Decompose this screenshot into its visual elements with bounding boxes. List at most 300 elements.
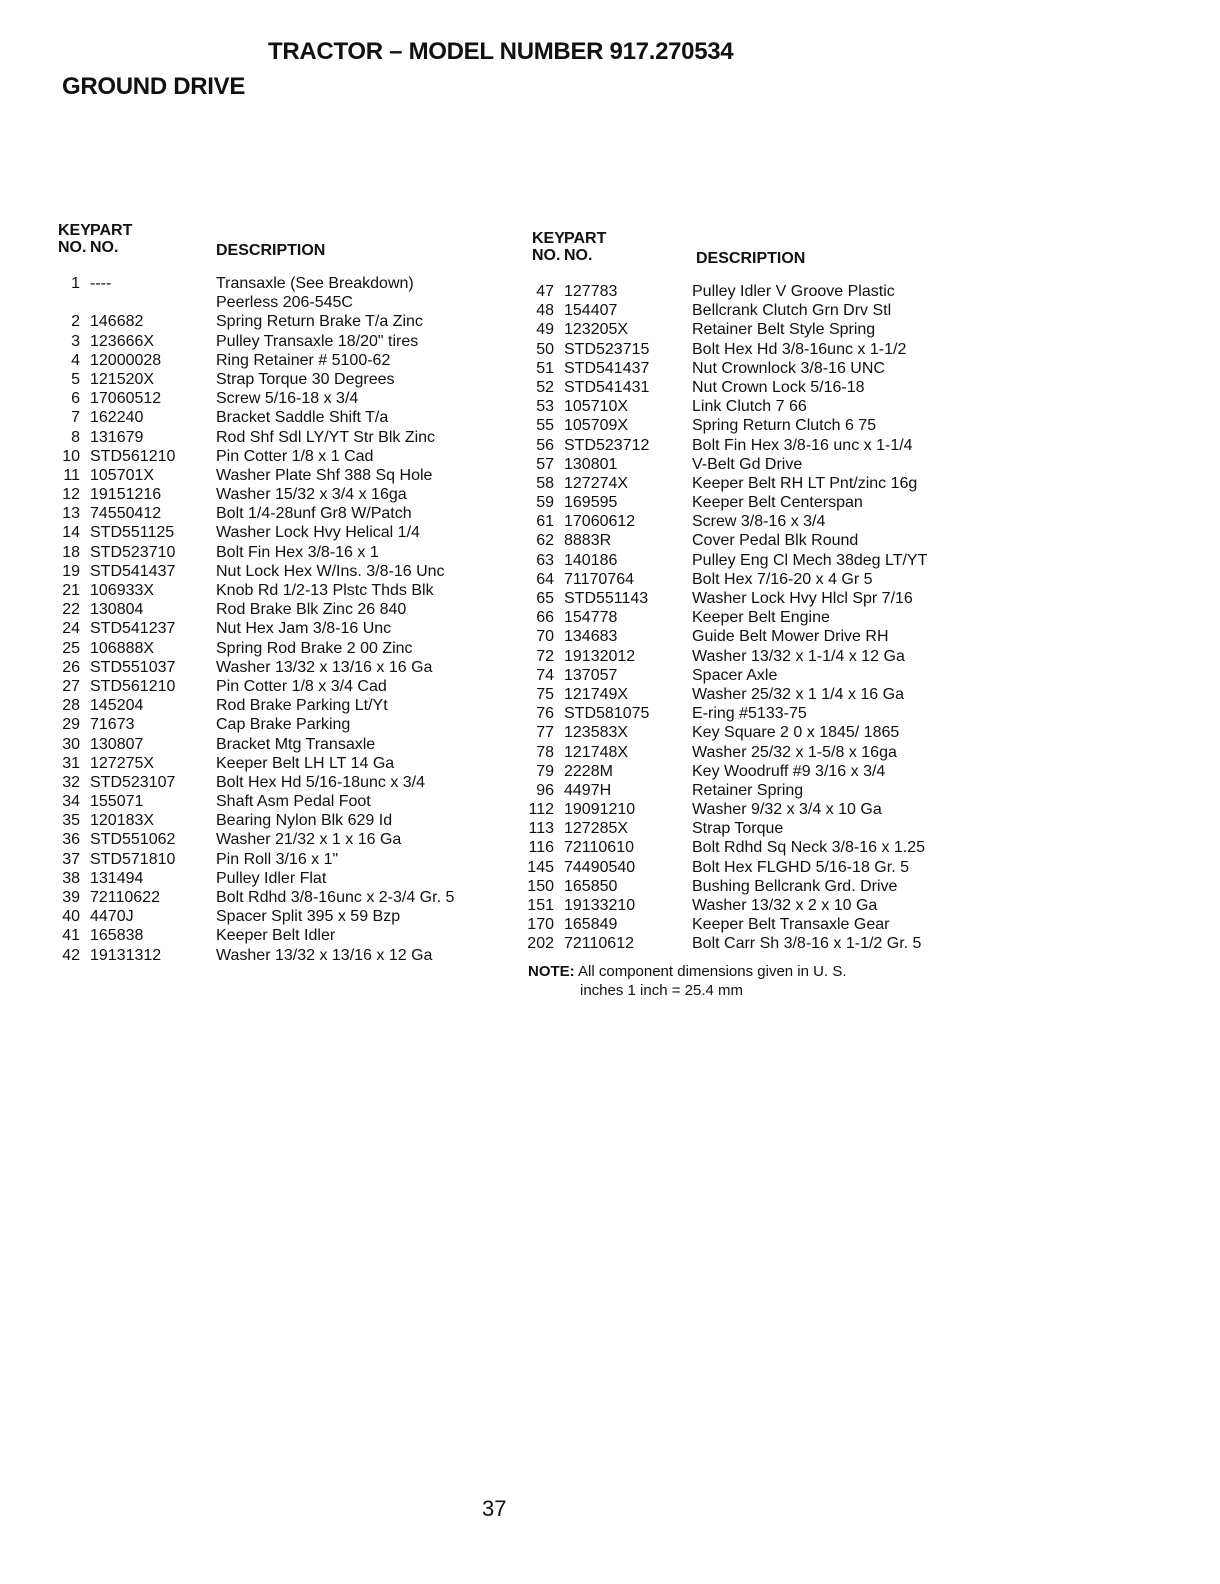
part-no: 165850	[564, 877, 618, 895]
part-no: 105701X	[90, 466, 155, 484]
description: Bolt Carr Sh 3/8-16 x 1-1/2 Gr. 5	[692, 935, 922, 953]
part-no: 121748X	[564, 743, 629, 761]
description: Rod Brake Parking Lt/Yt	[216, 697, 388, 715]
table-row	[52, 696, 492, 715]
description: Bracket Saddle Shift T/a	[216, 409, 389, 427]
table-row	[526, 397, 966, 416]
table-row	[526, 512, 966, 531]
table-row	[52, 447, 492, 466]
part-no: ----	[90, 275, 112, 292]
key-no: 12	[62, 486, 80, 504]
part-no: 72110612	[564, 935, 634, 953]
table-row	[52, 312, 492, 331]
key-no: 36	[62, 831, 80, 849]
key-no: 62	[536, 532, 554, 550]
part-no: 130801	[564, 455, 618, 473]
table-row	[526, 800, 966, 819]
description: Keeper Belt Transaxle Gear	[692, 916, 890, 934]
part-no: STD581075	[564, 705, 650, 723]
description-header: DESCRIPTION	[696, 250, 806, 267]
key-no: 8	[71, 428, 80, 446]
key-no: 32	[62, 773, 80, 791]
key-no: 21	[62, 582, 80, 599]
description: Nut Hex Jam 3/8-16 Unc	[216, 620, 392, 638]
note-label: NOTE:	[528, 963, 575, 980]
description: Screw 3/8-16 x 3/4	[692, 513, 826, 531]
key-no-header: KEY NO.	[532, 230, 565, 264]
table-row	[52, 600, 492, 619]
description: Key Square 2 0 x 1845/ 1865	[692, 724, 900, 742]
key-no: 49	[536, 321, 554, 339]
key-no: 26	[62, 658, 80, 676]
key-no-header: KEY NO.	[58, 222, 91, 256]
key-no: 1	[71, 275, 80, 292]
table-row	[526, 340, 966, 359]
part-no: 146682	[90, 313, 144, 331]
table-row	[52, 658, 492, 677]
key-no: 50	[536, 340, 554, 358]
table-row	[52, 715, 492, 734]
part-no-header: PART NO.	[564, 230, 607, 264]
table-row	[52, 428, 492, 447]
key-no: 48	[536, 302, 554, 320]
description: Bolt Hex Hd 5/16-18unc x 3/4	[216, 773, 426, 791]
part-no: 140186	[564, 551, 618, 569]
key-no: 72	[536, 647, 554, 665]
part-no: 165849	[564, 916, 618, 934]
description: Nut Crown Lock 5/16-18	[692, 378, 865, 396]
part-no: 12000028	[90, 351, 162, 369]
description: Retainer Spring	[692, 781, 804, 799]
table-row	[52, 581, 492, 600]
page-title: TRACTOR – MODEL NUMBER 917.270534	[268, 38, 734, 65]
part-no: 154407	[564, 302, 618, 320]
key-no: 28	[62, 697, 80, 715]
description: Spring Return Brake T/a Zinc	[216, 313, 423, 331]
note-line1: All component dimensions given in U. S.	[578, 963, 847, 980]
table-row	[526, 762, 966, 781]
description: Pulley Transaxle 18/20" tires	[216, 332, 419, 350]
part-no: 137057	[564, 666, 618, 684]
description: Bushing Bellcrank Grd. Drive	[692, 877, 898, 895]
part-no: STD561210	[90, 677, 176, 695]
part-no: 127275X	[90, 754, 155, 772]
table-row	[52, 830, 492, 849]
description: Shaft Asm Pedal Foot	[216, 793, 371, 811]
table-row	[52, 619, 492, 638]
table-row	[526, 704, 966, 723]
table-row	[52, 370, 492, 389]
description: Rod Shf Sdl LY/YT Str Blk Zinc	[216, 428, 436, 446]
description: Washer Lock Hvy Helical 1/4	[216, 524, 420, 542]
part-no: STD523710	[90, 543, 176, 561]
part-no: STD541437	[90, 562, 176, 580]
key-no: 6	[71, 390, 80, 408]
table-row	[52, 408, 492, 427]
key-no: 37	[62, 850, 80, 868]
description: Keeper Belt Engine	[692, 609, 830, 627]
parts-list-right	[526, 282, 966, 954]
description: Key Woodruff #9 3/16 x 3/4	[692, 762, 886, 780]
key-no: 10	[62, 447, 80, 465]
key-no: 52	[536, 378, 554, 396]
description: Pin Cotter 1/8 x 3/4 Cad	[216, 677, 387, 695]
table-row	[52, 562, 492, 581]
description: Keeper Belt Centerspan	[692, 494, 863, 512]
key-no: 116	[528, 839, 554, 857]
key-no: 19	[62, 562, 80, 580]
table-row	[52, 888, 492, 907]
page-number: 37	[482, 1496, 507, 1521]
description: E-ring #5133-75	[692, 705, 807, 723]
description: Spacer Axle	[692, 666, 778, 684]
key-no: 77	[536, 724, 554, 742]
part-no: 127274X	[564, 474, 629, 492]
part-no: STD523712	[564, 436, 650, 454]
description: Bolt Hex Hd 3/8-16unc x 1-1/2	[692, 340, 907, 358]
table-row	[526, 743, 966, 762]
table-row	[526, 858, 966, 877]
part-no: 134683	[564, 628, 618, 646]
description: Washer 13/32 x 13/16 x 16 Ga	[216, 658, 433, 676]
table-row	[52, 850, 492, 869]
key-no: 150	[527, 877, 554, 895]
part-no: STD541431	[564, 378, 650, 396]
description: Nut Lock Hex W/Ins. 3/8-16 Unc	[216, 562, 445, 580]
key-no: 11	[63, 466, 80, 484]
description: Washer 21/32 x 1 x 16 Ga	[216, 831, 402, 849]
description: Ring Retainer # 5100-62	[216, 351, 391, 369]
description: Keeper Belt LH LT 14 Ga	[216, 754, 395, 772]
key-no: 70	[536, 628, 554, 646]
description: Spacer Split 395 x 59 Bzp	[216, 908, 401, 926]
part-no: 154778	[564, 609, 618, 627]
part-no: STD551125	[90, 524, 175, 542]
key-no: 35	[62, 812, 80, 830]
table-row	[52, 754, 492, 773]
key-no: 24	[62, 620, 80, 638]
part-no: 131679	[90, 428, 144, 446]
table-row	[526, 915, 966, 934]
table-row	[526, 436, 966, 455]
key-no: 31	[62, 754, 80, 772]
part-no: 127285X	[564, 820, 629, 838]
table-row	[52, 926, 492, 945]
description: Washer 9/32 x 3/4 x 10 Ga	[692, 801, 882, 819]
key-no: 40	[62, 908, 80, 926]
description: Bolt Hex FLGHD 5/16-18 Gr. 5	[692, 858, 909, 876]
table-row	[52, 332, 492, 351]
key-no: 34	[62, 793, 80, 811]
key-no: 51	[536, 359, 554, 377]
description: Pulley Idler Flat	[216, 869, 327, 887]
table-row	[526, 838, 966, 857]
part-no: 130804	[90, 601, 144, 619]
part-no: 19133210	[564, 897, 636, 914]
description: Pulley Eng Cl Mech 38deg LT/YT	[692, 551, 928, 569]
table-header	[52, 222, 492, 274]
description: Bolt 1/4-28unf Gr8 W/Patch	[216, 505, 412, 523]
key-no: 2	[71, 313, 80, 331]
table-row	[526, 877, 966, 896]
key-no: 38	[62, 869, 80, 887]
description: Pin Cotter 1/8 x 1 Cad	[216, 447, 374, 465]
part-no: 72110622	[90, 889, 160, 906]
key-no: 202	[527, 935, 554, 953]
description: Washer 13/32 x 13/16 x 12 Ga	[216, 946, 433, 964]
description: Pulley Idler V Groove Plastic	[692, 283, 895, 300]
description: Washer 25/32 x 1 1/4 x 16 Ga	[692, 685, 904, 703]
table-row	[52, 293, 492, 312]
part-no: 19132012	[564, 647, 636, 665]
description: Pin Roll 3/16 x 1"	[216, 850, 339, 868]
part-no: 74550412	[90, 505, 162, 523]
table-row	[52, 274, 492, 293]
table-row	[526, 359, 966, 378]
table-row	[52, 485, 492, 504]
description: Bellcrank Clutch Grn Drv Stl	[692, 302, 892, 320]
key-no: 78	[536, 743, 554, 761]
key-no: 75	[536, 685, 554, 703]
part-no: 4497H	[564, 781, 612, 799]
key-no: 14	[62, 524, 80, 542]
table-row	[526, 320, 966, 339]
description: Washer Lock Hvy Hlcl Spr 7/16	[692, 590, 913, 607]
part-no: 105710X	[564, 398, 629, 416]
table-row	[52, 639, 492, 658]
description: Washer 25/32 x 1-5/8 x 16ga	[692, 743, 897, 761]
key-no: 170	[527, 916, 554, 934]
key-no: 65	[536, 590, 554, 607]
table-row	[526, 934, 966, 953]
key-no: 25	[62, 639, 80, 657]
key-no: 18	[62, 543, 80, 561]
key-no: 74	[536, 666, 554, 684]
table-row	[52, 389, 492, 408]
description: Keeper Belt Idler	[216, 927, 336, 945]
part-no: 120183X	[90, 812, 155, 830]
description: Washer 15/32 x 3/4 x 16ga	[216, 486, 407, 504]
description: Retainer Belt Style Spring	[692, 321, 876, 339]
table-row	[526, 685, 966, 704]
table-row	[526, 589, 966, 608]
part-no: 4470J	[90, 908, 134, 926]
table-row	[526, 819, 966, 838]
part-no: 121520X	[90, 370, 155, 388]
table-row	[526, 301, 966, 320]
description: Bolt Fin Hex 3/8-16 unc x 1-1/4	[692, 436, 913, 454]
table-header	[526, 230, 966, 282]
part-no: STD551143	[564, 590, 649, 607]
key-no: 13	[62, 505, 80, 523]
table-row	[52, 677, 492, 696]
table-row	[526, 781, 966, 800]
part-no: 169595	[564, 494, 618, 512]
part-no: 19151216	[90, 486, 162, 504]
description: Washer Plate Shf 388 Sq Hole	[216, 466, 433, 484]
key-no: 151	[527, 897, 554, 914]
part-no: 71170764	[564, 570, 634, 588]
table-row	[526, 416, 966, 435]
description: Nut Crownlock 3/8-16 UNC	[692, 359, 885, 377]
table-row	[526, 378, 966, 397]
key-no: 27	[62, 677, 80, 695]
key-no: 96	[536, 781, 554, 799]
part-no: 123666X	[90, 332, 155, 350]
part-no: 165838	[90, 927, 144, 945]
key-no: 42	[62, 946, 80, 964]
description: Spring Return Clutch 6 75	[692, 417, 877, 435]
description: Transaxle (See Breakdown)	[216, 275, 414, 292]
key-no: 22	[62, 601, 80, 619]
part-no: STD541437	[564, 359, 650, 377]
table-row	[52, 811, 492, 830]
table-row	[526, 551, 966, 570]
table-row	[52, 543, 492, 562]
key-no: 59	[536, 494, 554, 512]
key-no: 63	[536, 551, 554, 569]
part-no: 105709X	[564, 417, 629, 435]
part-no: STD541237	[90, 620, 176, 638]
key-no: 41	[62, 927, 80, 945]
table-row	[526, 896, 966, 915]
part-no: 74490540	[564, 858, 636, 876]
part-no: 19131312	[90, 946, 162, 964]
description: Strap Torque	[692, 820, 784, 838]
part-no: 121749X	[564, 685, 629, 703]
key-no: 29	[62, 716, 80, 734]
description: Rod Brake Blk Zinc 26 840	[216, 601, 407, 619]
table-row	[52, 504, 492, 523]
description: Bolt Rdhd 3/8-16unc x 2-3/4 Gr. 5	[216, 889, 455, 906]
table-row	[526, 627, 966, 646]
description: Peerless 206-545C	[216, 294, 353, 312]
table-row	[52, 946, 492, 965]
table-row	[526, 647, 966, 666]
part-no: STD571810	[90, 850, 176, 868]
part-no: STD523107	[90, 773, 176, 791]
key-no: 79	[536, 762, 554, 780]
description: Cover Pedal Blk Round	[692, 532, 859, 550]
part-no: STD551062	[90, 831, 176, 849]
description: Bearing Nylon Blk 629 Id	[216, 812, 393, 830]
table-row	[526, 608, 966, 627]
key-no: 30	[62, 735, 80, 753]
parts-list-left	[52, 274, 492, 965]
table-row	[526, 531, 966, 550]
description: Washer 13/32 x 1-1/4 x 12 Ga	[692, 647, 905, 665]
part-no: STD551037	[90, 658, 176, 676]
key-no: 112	[528, 801, 554, 819]
table-row	[52, 907, 492, 926]
key-no: 58	[536, 474, 554, 492]
key-no: 76	[536, 705, 554, 723]
key-no: 66	[536, 609, 554, 627]
part-no: 8883R	[564, 532, 612, 550]
note	[528, 962, 948, 1000]
key-no: 57	[536, 455, 554, 473]
description: Bolt Fin Hex 3/8-16 x 1	[216, 543, 379, 561]
description: Keeper Belt RH LT Pnt/zinc 16g	[692, 474, 918, 492]
description: V-Belt Gd Drive	[692, 455, 803, 473]
table-row	[52, 523, 492, 542]
part-no: 71673	[90, 716, 135, 734]
description: Bracket Mtg Transaxle	[216, 735, 376, 753]
key-no: 39	[62, 889, 80, 906]
table-row	[52, 466, 492, 485]
part-no: 17060512	[90, 390, 162, 408]
description: Knob Rd 1/2-13 Plstc Thds Blk	[216, 582, 434, 599]
description-header: DESCRIPTION	[216, 242, 326, 259]
description: Bolt Hex 7/16-20 x 4 Gr 5	[692, 570, 873, 588]
table-row	[52, 773, 492, 792]
part-no: 155071	[90, 793, 144, 811]
table-row	[526, 570, 966, 589]
table-row	[526, 455, 966, 474]
part-no: 106888X	[90, 639, 155, 657]
description: Link Clutch 7 66	[692, 398, 807, 416]
table-row	[52, 735, 492, 754]
key-no: 4	[71, 351, 80, 369]
description: Screw 5/16-18 x 3/4	[216, 390, 359, 408]
part-no: 19091210	[564, 801, 636, 819]
note-line2: inches 1 inch = 25.4 mm	[580, 982, 744, 999]
key-no: 145	[527, 858, 554, 876]
part-no: 123205X	[564, 321, 629, 339]
description: Strap Torque 30 Degrees	[216, 370, 395, 388]
description: Spring Rod Brake 2 00 Zinc	[216, 639, 413, 657]
key-no: 61	[536, 513, 554, 531]
description: Guide Belt Mower Drive RH	[692, 628, 889, 646]
table-row	[526, 666, 966, 685]
key-no: 3	[71, 332, 80, 350]
parts-table-right	[526, 230, 966, 954]
key-no: 5	[71, 370, 80, 388]
part-no: 2228M	[564, 762, 613, 780]
part-no: 127783	[564, 283, 618, 300]
key-no: 64	[536, 570, 554, 588]
table-row	[526, 493, 966, 512]
part-no-header: PART NO.	[90, 222, 133, 256]
table-row	[52, 351, 492, 370]
parts-table-left	[52, 222, 492, 965]
part-no: STD523715	[564, 340, 650, 358]
description: Cap Brake Parking	[216, 716, 351, 734]
part-no: 17060612	[564, 513, 636, 531]
part-no: STD561210	[90, 447, 176, 465]
table-row	[526, 474, 966, 493]
part-no: 145204	[90, 697, 144, 715]
key-no: 7	[71, 409, 80, 427]
part-no: 131494	[90, 869, 144, 887]
part-no: 72110610	[564, 839, 634, 857]
table-row	[52, 869, 492, 888]
table-row	[52, 792, 492, 811]
description: Washer 13/32 x 2 x 10 Ga	[692, 897, 878, 914]
table-row	[526, 723, 966, 742]
key-no: 47	[536, 283, 554, 300]
part-no: 123583X	[564, 724, 629, 742]
section-title: GROUND DRIVE	[62, 73, 246, 100]
key-no: 56	[536, 436, 554, 454]
part-no: 130807	[90, 735, 144, 753]
description: Bolt Rdhd Sq Neck 3/8-16 x 1.25	[692, 839, 926, 857]
key-no: 55	[536, 417, 554, 435]
part-no: 162240	[90, 409, 144, 427]
key-no: 113	[528, 820, 554, 838]
table-row	[526, 282, 966, 301]
key-no: 53	[536, 398, 554, 416]
